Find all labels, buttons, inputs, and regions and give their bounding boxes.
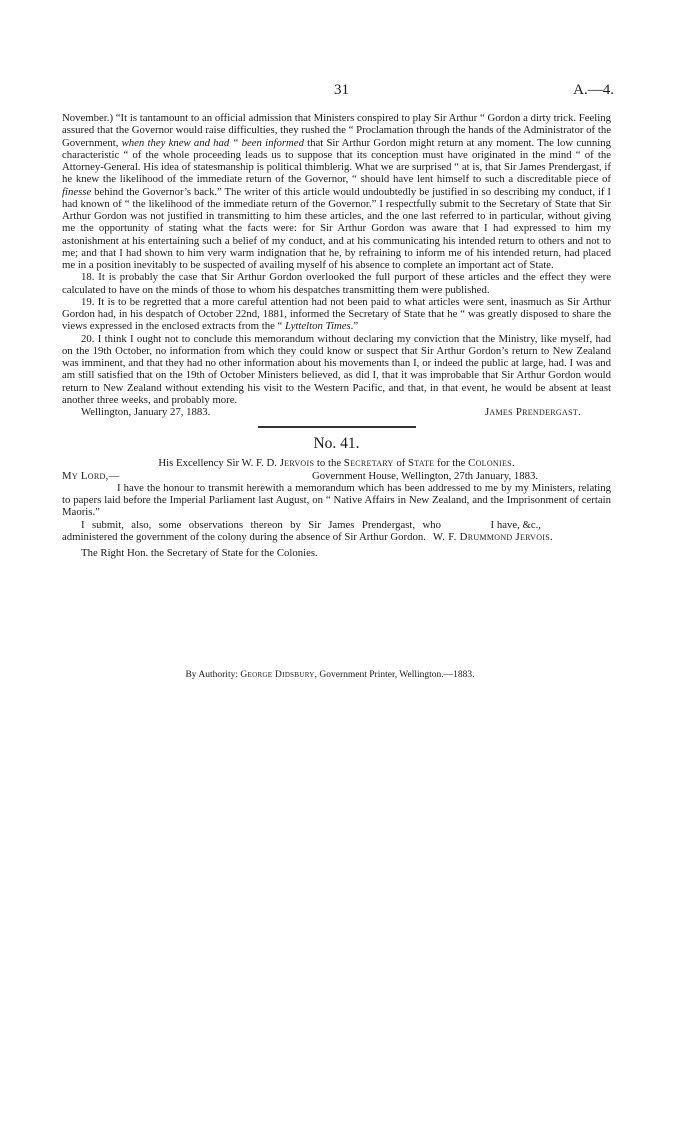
small-caps-run: State <box>407 457 435 470</box>
small-caps-run: Colonies <box>468 457 512 470</box>
text-run: that Sir Arthur Gordon might return at any moment. The low cunning characteristic “ of the whole proceeding leads us to suppose that its conception must have originated in the mind “ of the Attorney-General. His idea of statesmanship is political thimblerig. What we are surprised “ at is, that Sir James Prendergast, if he knew the likelihood of the immediate return of the Governor, “ should have lent himself to such a discreditable piece of <box>62 136 611 186</box>
imprint-suffix: , Government Printer, Wellington.—1883. <box>314 670 475 680</box>
letter-address: Government House, Wellington, 27th January, 1883. <box>312 469 539 482</box>
text-run: of <box>393 457 408 470</box>
italic-run: finesse <box>62 185 92 198</box>
italic-run: when they knew and had “ been informed <box>121 136 304 149</box>
memorandum-paragraph <box>62 296 611 333</box>
page-number: 31 <box>334 82 349 98</box>
memorandum-signature: James Prendergast. <box>484 406 581 418</box>
memorandum-paragraphs <box>62 112 611 406</box>
place-date: Wellington, January 27, 1883. <box>81 406 211 418</box>
document-body <box>62 112 611 559</box>
letter-signature: W. F. Drummond Jervois. <box>432 531 553 544</box>
small-caps-run: Jervois <box>279 457 315 470</box>
text-run: to the <box>314 457 344 470</box>
text-run: 20. I think I ought not to conclude this memorandum without declaring my conviction that the Ministry, like myself, had on the 19th October, no information from which they could know or suspect that Sir Arthur Gordon’s return to New Zealand was imminent, and that they had no other information about his movements than I, or indeed the public at large, had. I was and am still satisfied that on the 19th of October Ministers believed, as did I, that it was improbable that Sir Arthur Gordon would return to New Zealand without extending his visit to the Western Pacific, and that, in that event, he would be absent at least another three weeks, and probably more. <box>62 332 611 406</box>
section-rule <box>258 426 416 428</box>
letter-addressee: The Right Hon. the Secretary of State for the Colonies. <box>81 546 318 559</box>
document-reference: A.—4. <box>573 82 614 98</box>
letter-closing: I have, &c., <box>490 519 541 531</box>
text-run: .” <box>350 320 359 333</box>
memorandum-sign-off <box>62 406 611 418</box>
printer-imprint <box>0 670 660 680</box>
memorandum-paragraph <box>62 271 611 296</box>
text-run: 19. It is to be regretted that a more careful attention had not been paid to what articles were sent, inasmuch as Sir Arthur Gordon had, in his despatch of October 22nd, 1881, informed the Secretary of State that he “ was greatly disposed to share the views expressed in the enclosed extracts from the “ <box>62 295 611 333</box>
salutation: My Lord,— <box>62 469 120 482</box>
memorandum-paragraph <box>62 112 611 271</box>
text-run: November.) “It is tantamount to an official admission that Ministers conspired to play Sir Arthur “ Gordon a dirty trick. Feeling assured that the Governor would raise difficulties, they rushed the “ Proclamation through the hands of the Administrator of the Government, <box>62 112 611 149</box>
text-run: His Excellency Sir W. F. D. <box>158 457 280 470</box>
small-caps-run: Secretary <box>343 457 394 470</box>
memorandum-paragraph <box>62 333 611 407</box>
text-run: . <box>511 457 515 470</box>
letter-number: No. 41. <box>313 435 360 453</box>
letter-body-2: I submit, also, some observations thereon by Sir James Prendergast, who administered the government of the colony during the absence of Sir Arthur Gordon. <box>62 518 441 543</box>
text-run: for the <box>434 457 469 470</box>
salutation-row <box>62 470 611 482</box>
imprint-prefix: By Authority: <box>185 670 241 680</box>
text-run: behind the Governor’s back.” The writer of this article would undoubtedly be justified in so describing my conduct, if I had known of “ the likelihood of the immediate return of the Governor.” I respectfully submit to the Secretary of State that Sir Arthur Gordon was not justified in transmitting to him these articles, and the one last referred to in particular, without giving me the opportunity of stating what the facts were: for Sir Arthur Gordon was aware that I had expressed to him my astonishment at his entertaining such a belief of my conduct, and at his communicating his intended return to others and not to me; and that I had shown to him very warm indignation that he, by refraining to inform me of his intended return, had placed me in a position inevitably to be suspected of availing myself of his absence to complete an important act of State. <box>62 185 611 271</box>
text-run: 18. It is probably the case that Sir Arthur Gordon overlooked the full purport of these articles and the effect they were calculated to have on the minds of those to whom his despatches transmitting them were published. <box>62 271 611 296</box>
italic-run: Lyttelton Times <box>284 320 351 333</box>
letter-title <box>62 457 611 469</box>
letter-body-1: I have the honour to transmit herewith a memorandum which has been addressed to me by my Ministers, relating to papers laid before the Imperial Parliament last August, on “ Native Affairs in New Zealand, and the Imprisonment of certain Maoris.” <box>62 481 611 519</box>
imprint-printer: George Didsbury <box>240 670 315 680</box>
